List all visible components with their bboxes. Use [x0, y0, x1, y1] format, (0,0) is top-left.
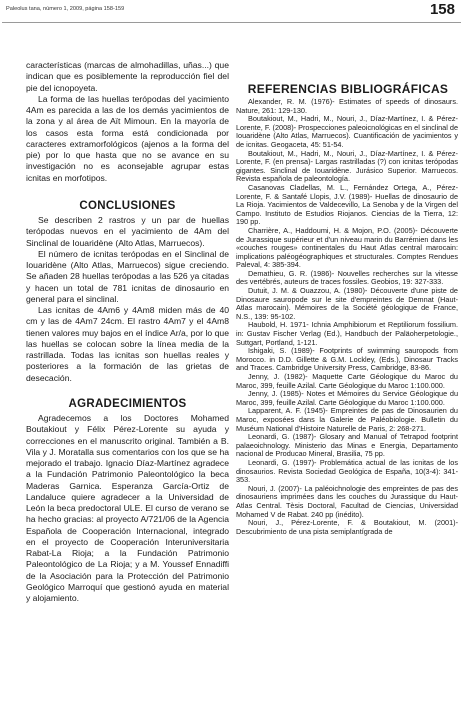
- reference-item: Dutuit, J. M. & Ouazzou, A. (1980)- Découverte d'une piste de Dinosaure sauropode sur le site d'empreintes de Demnat (Haut-Atlas marocain). Mémoires de la Société géologique de France, N.S., 139: 95-102.: [236, 286, 458, 321]
- reference-item: Demathieu, G. R. (1986)- Nouvelles recherches sur la vitesse des vertébrés, auteurs de traces fossiles. Geobios, 19: 327-333.: [236, 268, 458, 287]
- body-paragraph: Agradecemos a los Doctores Mohamed Boutakiout y Félix Pérez-Lorente su ayuda y correcciones en el manuscrito original. También a B. Vila y J. Moratalla sus comentarios con los que se ha mejorado el trabajo. Ignacio Díaz-Martínez agradece a la Fundación Patrimonio Paleontológico la beca Maderas Garnica. Esperanza García-Ortiz de Landaluce quiere agradecer a la Universidad de León la beca predoctoral ULE. El curso de verano se ha hecho gracias: al proyecto A/721/06 de la Agencia Española de Cooperación Internacional, integrado en el proyecto de Cooperación Interuniversitaria Rabat-La Rioja; a la Fundación Patrimonio Paleontológico de La Rioja; y a M. Youssef Ennadiffi de la Asociación para la Protección del Patrimonio Geológico Marroquí que gestionó ayuda en material y alojamiento.: [26, 413, 229, 603]
- body-paragraph: Las icnitas de 4Am6 y 4Am8 miden más de 40 cm y las de 4Am7 24cm. El rastro 4Am7 y el 4Am8 tienen valores muy bajos en el índice Ar/a, por lo que las huellas se colocan sobre la línea media de la rastrillada. Todas las icnitas son huellas reales y posteriores a la formación de las grietas de desecación.: [26, 305, 229, 383]
- reference-item: Haubold, H. 1971- Ichnia Amphibiorum et Reptiliorum fossilium. in: Gustav Fischer Verlag (Ed.), Handbuch der Paläoherpetologie., Suttgart, Portland, 1-121.: [236, 320, 458, 347]
- reference-item: Boutakiout, M., Hadri, M., Nouri, J., Díaz-Martínez, I. & Pérez-Lorente, F. (2008)- Prospecciones paleoicnológicas en el sinclinal de Iouaridène (Alto Atlas, Marruecos). Cuantificación de yacimientos y de icnitas. Geogaceta, 45: 51-54.: [236, 114, 458, 149]
- reference-item: Alexander, R. M. (1976)- Estimates of speeds of dinosaurs. Nature, 261: 129-130.: [236, 97, 458, 115]
- header-rule: [2, 22, 461, 23]
- reference-item: Leonardi, G. (1987)- Glosary and Manual of Tetrapod footprint palaeoichnology. Ministerio das Minas e Energia, Departamento nacional de Producao Mineral, Brasilia, 75 pp.: [236, 432, 458, 459]
- reference-item: Boutakiout, M., Hadri, M., Nouri, J., Díaz-Martínez, I. & Pérez-Lorente, F. (en prensa)- Largas rastrilladas (?) con icnitas terópodas gigantes. Sinclinal de Iouaridène. Jurásico Superior. Marruecos. Revista española de paleontología.: [236, 148, 458, 184]
- page-header: [2, 0, 461, 22]
- running-head: Paleolus tana, número 1, 2009, página 158-159: [6, 6, 125, 12]
- reference-item: Nouri, J. (2007)- La paléoichnologie des empreintes de pas des dinosauriens imprimées dans les couches du Jurassique du Haut-Atlas Central. Tèsis Doctoral, Facultad de Ciencias, Universidad Mohamed V de Rabat. 240 pp (inédito).: [236, 483, 458, 519]
- reference-item: Ishigaki, S. (1989)- Footprints of swimming sauropods from Morocco. in D.D. Gillette & G.M. Lockley, (Eds.), Dinosaur Tracks and Traces. Cambridge University Press, Cambridge, 83-86.: [236, 346, 458, 373]
- reference-item: Nouri, J., Pérez-Lorente, F. & Boutakiout, M. (2001)- Descubrimiento de una pista semiplantígrada de: [236, 518, 458, 536]
- section-heading-conclusiones: CONCLUSIONES: [79, 199, 176, 212]
- section-heading-agradecimientos: AGRADECIMIENTOS: [68, 397, 187, 410]
- reference-item: Casanovas Cladellas, M. L., Fernández Ortega, A., Pérez-Lorente, F. & Santafé Llopis, J.V. (1989)- Huellas de dinosaurio de La Rioja. Yacimientos de Valdecevillo, La Senoba y de la Virgen del Campo. Instituto de Estudios Riojanos. Ciencias de la Tierra, 12: 190 pp.: [236, 182, 458, 227]
- page-number: 158: [429, 1, 455, 18]
- reference-item: Jenny, J. (1982)- Maquette Carte Géologique du Maroc du Maroc, 399, feuille Azilal. Carte Géologique du Maroc 1:100.000.: [236, 372, 458, 390]
- reference-item: Leonardi, G. (1997)- Problemática actual de las icnitas de los dinosaurios. Revista Sociedad Geológica de España, 10(3-4): 341-353.: [236, 457, 458, 485]
- body-paragraph: La forma de las huellas terópodas del yacimiento 4Am es parecida a las de los demás yacimientos de la zona y al área de Aït Mimoun. En la mayoría de los casos esta forma está condicionada por caracteres extramorfológicos (ajenos a la forma del pie) por lo que hasta que no se avance en su investigación no es aconsejable agrupar estas icnitas en morfotipos.: [26, 93, 229, 183]
- body-paragraph: Se describen 2 rastros y un par de huellas terópodas nuevos en el yacimiento de 4Am del Sinclinal de Iouaridène (Alto Atlas, Marruecos).: [26, 215, 229, 248]
- references-heading: REFERENCIAS BIBLIOGRÁFICAS: [247, 82, 449, 96]
- references-list: [236, 98, 458, 536]
- body-paragraph: características (marcas de almohadillas, uñas...) que indican que es posiblemente la reproducción fiel del pie del icnopoyeta.: [26, 60, 229, 93]
- reference-item: Jenny, J. (1985)- Notes et Mémoires du Service Géologique du Maroc, 399, feuille Azilal. Carte Géologique du Maroc 1:100.000.: [236, 389, 458, 407]
- body-paragraph: El número de icnitas terópodas en el Sinclinal de Iouaridène (Alto Atlas, Marruecos) sigue creciendo. Se añaden 28 huellas terópodas a las 526 ya citadas y hacen un total de 781 icnitas de dinosaurio en general para el sinclinal.: [26, 248, 229, 304]
- reference-item: Lapparent, A. F. (1945)- Empreintes de pas de Dinosaurien du Maroc, exposées dans la Galerie de Paléobiologie. Bulletin du Muséum National d'Histoire Naturelle de Paris, 2: 268-271.: [236, 406, 458, 433]
- left-column: [26, 60, 229, 604]
- reference-item: Charrière, A., Haddoumi, H. & Mojon, P.O. (2005)- Découverte de Jurassique supérieur et d'un niveau marin du Barrémien dans les «couches rouges» continentales du Haut Atlas central marocain: implications paléogéographiques et structurales. Comptes Rendues Paleval, 4: 385-394.: [236, 225, 458, 270]
